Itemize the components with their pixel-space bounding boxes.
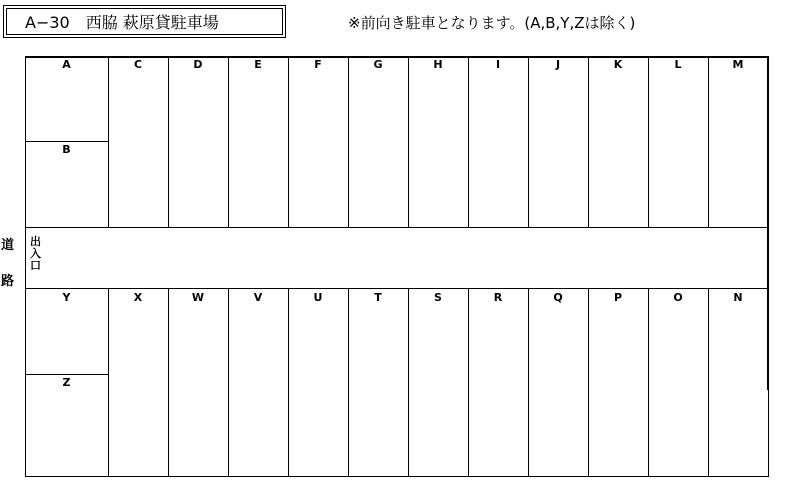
space-label-g: G	[373, 58, 383, 71]
top-stall-divider	[408, 56, 409, 228]
space-label-s: S	[434, 291, 442, 304]
entrance-char-2: 入	[30, 247, 41, 260]
bottom-stall-divider	[768, 288, 769, 477]
bottom-stall-divider	[468, 288, 469, 477]
space-label-p: P	[613, 291, 623, 304]
bottom-stall-divider	[108, 288, 109, 477]
bottom-stall-divider	[648, 288, 649, 477]
entrance-char-3: 口	[30, 259, 41, 272]
bottom-stall-divider	[588, 288, 589, 477]
lot-left-border	[25, 56, 26, 477]
aisle-bottom-line	[25, 288, 768, 289]
space-label-j: J	[555, 58, 561, 71]
space-label-h: H	[433, 58, 443, 71]
space-label-a: A	[62, 58, 71, 71]
space-label-u: U	[313, 291, 323, 304]
bottom-stall-divider	[348, 288, 349, 477]
top-stall-divider	[288, 56, 289, 228]
space-label-w: W	[191, 291, 205, 304]
lot-bottom-border	[25, 476, 768, 477]
space-label-l: L	[674, 58, 682, 71]
space-label-o: O	[673, 291, 683, 304]
space-label-d: D	[193, 58, 203, 71]
bottom-stall-divider	[168, 288, 169, 477]
parking-lot-diagram	[25, 56, 768, 477]
top-stall-divider	[768, 56, 769, 228]
space-label-t: T	[374, 291, 382, 304]
space-label-c: C	[133, 58, 143, 71]
space-label-i: I	[495, 58, 501, 71]
page-title: A−30 西脇 萩原貸駐車場	[6, 8, 283, 35]
split-y-z	[25, 374, 108, 375]
space-label-y: Y	[62, 291, 71, 304]
space-label-n: N	[733, 291, 743, 304]
split-a-b	[25, 141, 108, 142]
bottom-stall-divider	[288, 288, 289, 477]
space-label-v: V	[253, 291, 263, 304]
bottom-stall-divider	[708, 288, 709, 477]
title-box	[3, 5, 286, 38]
top-stall-divider	[108, 56, 109, 228]
top-stall-divider	[468, 56, 469, 228]
space-label-r: R	[493, 291, 503, 304]
space-label-z: Z	[62, 376, 71, 389]
entrance-label	[30, 236, 42, 272]
aisle-top-line	[25, 227, 768, 228]
top-stall-divider	[228, 56, 229, 228]
top-stall-divider	[348, 56, 349, 228]
entrance-char-1: 出	[30, 235, 41, 248]
space-label-m: M	[732, 58, 744, 71]
space-label-k: K	[613, 58, 623, 71]
top-stall-divider	[708, 56, 709, 228]
bottom-stall-divider	[408, 288, 409, 477]
parking-note: ※前向き駐車となります。(A,B,Y,Zは除く)	[348, 14, 636, 32]
space-label-q: Q	[553, 291, 563, 304]
top-stall-divider	[648, 56, 649, 228]
bottom-stall-divider	[228, 288, 229, 477]
space-label-e: E	[254, 58, 262, 71]
space-label-f: F	[314, 58, 322, 71]
top-stall-divider	[528, 56, 529, 228]
space-label-x: X	[133, 291, 143, 304]
road-label-2: 路	[1, 274, 15, 289]
top-stall-divider	[588, 56, 589, 228]
top-stall-divider	[168, 56, 169, 228]
bottom-stall-divider	[528, 288, 529, 477]
road-label-1: 道	[1, 238, 15, 253]
space-label-b: B	[62, 143, 71, 156]
